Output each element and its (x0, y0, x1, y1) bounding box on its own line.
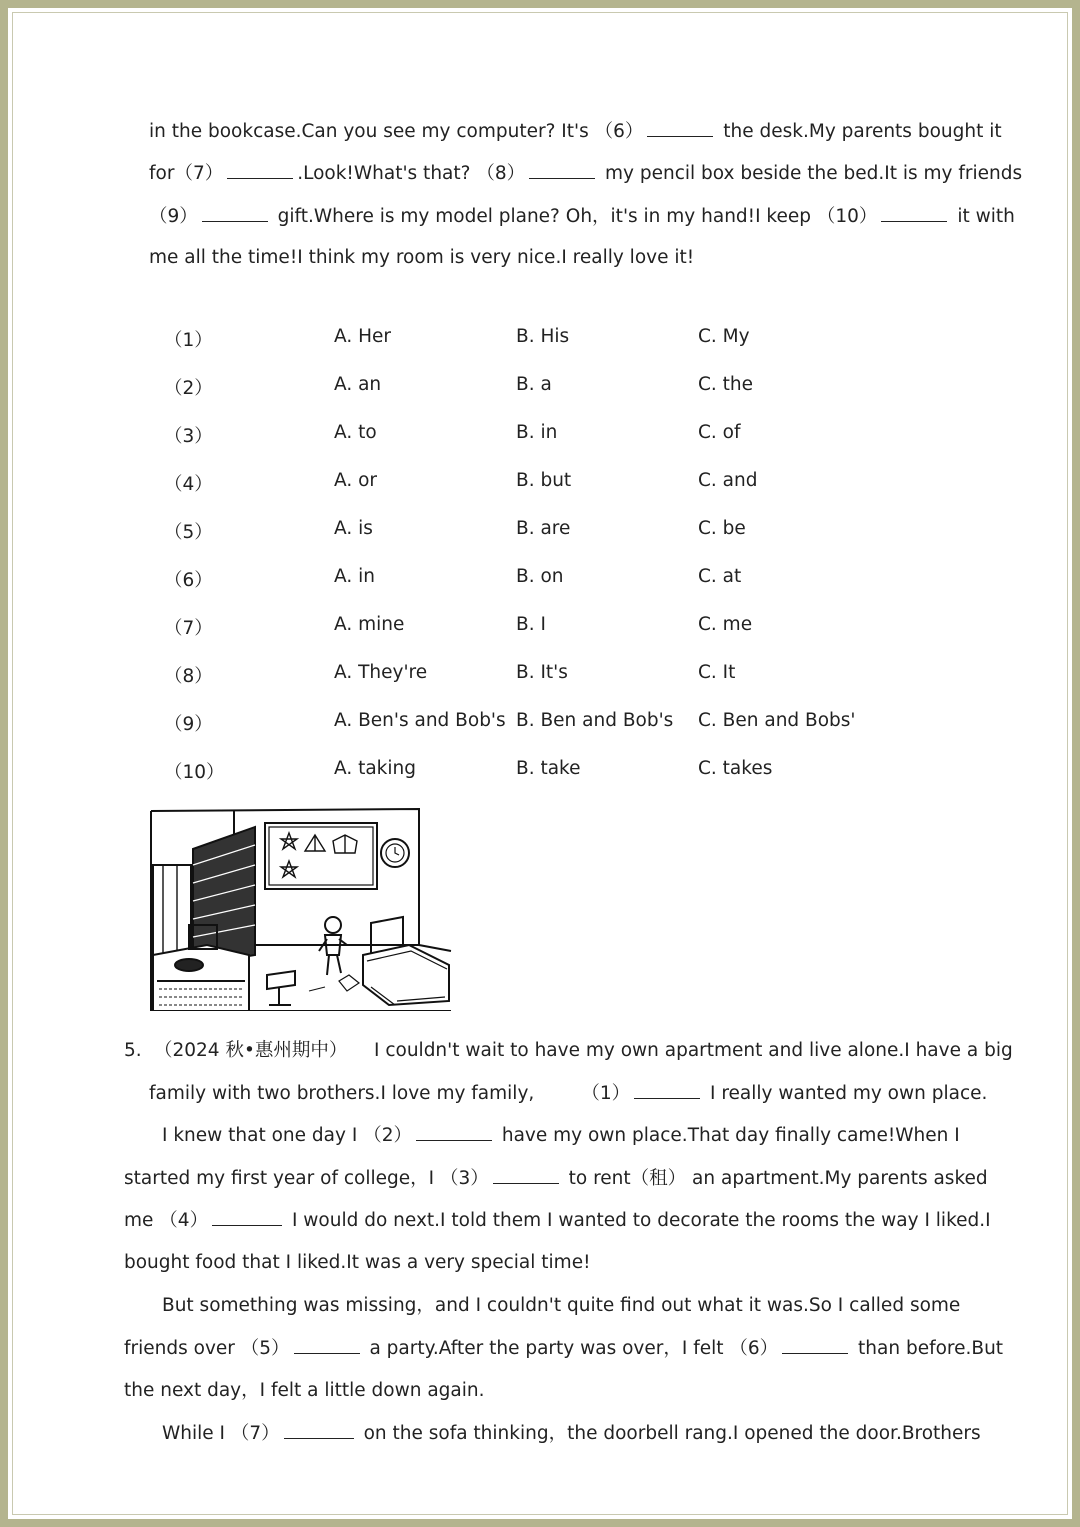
source-label: （2024 秋•惠州期中） (154, 1040, 348, 1061)
text: But something was missing，and I couldn't quite find out what it was.So I called some (162, 1295, 961, 1316)
answer-blank[interactable] (212, 1207, 282, 1226)
blank-number: （8） (476, 163, 526, 184)
q5-line-3 (162, 1115, 960, 1158)
text: on the sofa thinking，the doorbell rang.I opened the door.Brothers (363, 1423, 981, 1444)
question-number: （1） (164, 330, 213, 351)
text: I would do next.I told them I wanted to decorate the rooms the way I liked.I (291, 1210, 991, 1231)
room-illustration (149, 805, 453, 1011)
text: for（7） (149, 163, 224, 184)
option-row (8, 518, 1072, 548)
option-c[interactable]: C. of (698, 422, 741, 443)
q5-line-5 (124, 1200, 991, 1243)
option-row (8, 614, 1072, 644)
option-c[interactable]: C. me (698, 614, 753, 635)
option-row (8, 758, 1072, 788)
option-row (8, 374, 1072, 404)
option-c[interactable]: C. at (698, 566, 742, 587)
option-a[interactable]: A. taking (334, 758, 417, 779)
option-b[interactable]: B. on (516, 566, 564, 587)
answer-blank[interactable] (227, 160, 293, 179)
text: the desk.My parents bought it (723, 121, 1002, 142)
answer-blank[interactable] (416, 1122, 492, 1141)
q5-line-4 (124, 1158, 988, 1201)
option-a[interactable]: A. to (334, 422, 377, 443)
text: to rent（租） an apartment.My parents asked (568, 1168, 988, 1189)
answer-blank[interactable] (294, 1335, 360, 1354)
option-a[interactable]: A. is (334, 518, 373, 539)
blank-number: （5） (240, 1338, 290, 1359)
question-number: （8） (164, 666, 213, 687)
text: the next day，I felt a little down again. (124, 1380, 485, 1401)
text: I really wanted my own place. (710, 1083, 988, 1104)
q5-line-1 (374, 1030, 1013, 1073)
text: have my own place.That day finally came!When I (501, 1125, 960, 1146)
option-row (8, 422, 1072, 452)
option-a[interactable]: A. mine (334, 614, 405, 635)
blank-number: （6） (594, 121, 644, 142)
text: a party.After the party was over，I felt (369, 1338, 724, 1359)
text: it with (957, 206, 1015, 227)
option-c[interactable]: C. be (698, 518, 746, 539)
option-b[interactable]: B. are (516, 518, 571, 539)
blank-number: （4） (159, 1210, 209, 1231)
question-number: （10） (164, 762, 225, 783)
blank-number: （6） (729, 1338, 779, 1359)
passage-line-4 (149, 237, 957, 280)
passage-line-1 (149, 111, 1002, 154)
answer-blank[interactable] (782, 1335, 848, 1354)
passage-line-3 (149, 196, 1015, 239)
blank-number: （7） (230, 1423, 280, 1444)
q5-line-6 (124, 1242, 957, 1285)
text: my pencil box beside the bed.It is my friends (605, 163, 1023, 184)
blank-number: （9） (149, 206, 198, 227)
q5-line-2 (149, 1073, 988, 1116)
answer-blank[interactable] (647, 118, 713, 137)
option-b[interactable]: B. but (516, 470, 572, 491)
text: .Look!What's that? (297, 163, 471, 184)
option-b[interactable]: B. Ben and Bob's (516, 710, 674, 731)
question-number: （7） (164, 618, 213, 639)
question-number: （2） (164, 378, 213, 399)
option-c[interactable]: C. My (698, 326, 750, 347)
option-c[interactable]: C. the (698, 374, 754, 395)
text: than before.But (858, 1338, 1004, 1359)
q5-line-10 (162, 1413, 981, 1456)
question-number: （5） (164, 522, 213, 543)
text: me all the time!I think my room is very nice.I really love it! (149, 247, 695, 268)
q5-line-9 (124, 1370, 957, 1413)
question-source (154, 1030, 347, 1073)
question-number: （6） (164, 570, 213, 591)
option-b[interactable]: B. in (516, 422, 558, 443)
option-c[interactable]: C. and (698, 470, 758, 491)
text: family with two brothers.I love my family, (149, 1083, 535, 1104)
blank-number: （1） (581, 1083, 631, 1104)
answer-blank[interactable] (634, 1080, 700, 1099)
option-c[interactable]: C. It (698, 662, 736, 683)
text: me (124, 1210, 154, 1231)
option-row (8, 470, 1072, 500)
option-row (8, 326, 1072, 356)
option-a[interactable]: A. Her (334, 326, 391, 347)
text: started my first year of college，I (124, 1168, 435, 1189)
option-c[interactable]: C. takes (698, 758, 773, 779)
q5-line-7 (162, 1285, 961, 1328)
text: in the bookcase.Can you see my computer? It's (149, 121, 589, 142)
option-b[interactable]: B. I (516, 614, 546, 635)
option-a[interactable]: A. an (334, 374, 382, 395)
answer-blank[interactable] (881, 203, 947, 222)
answer-blank[interactable] (284, 1420, 354, 1439)
text: While I (162, 1423, 226, 1444)
option-b[interactable]: B. a (516, 374, 552, 395)
blank-number: （2） (363, 1125, 412, 1146)
option-b[interactable]: B. take (516, 758, 581, 779)
question-number: （4） (164, 474, 213, 495)
blank-number: （10） (816, 206, 878, 227)
q5-line-8 (124, 1328, 1004, 1371)
text: bought food that I liked.It was a very special time! (124, 1252, 591, 1273)
option-a[interactable]: A. They're (334, 662, 428, 683)
text: gift.Where is my model plane? Oh，it's in my hand!I keep (277, 206, 811, 227)
answer-blank[interactable] (529, 160, 595, 179)
text: friends over (124, 1338, 235, 1359)
option-b[interactable]: B. It's (516, 662, 568, 683)
text: I knew that one day I (162, 1125, 358, 1146)
option-b[interactable]: B. His (516, 326, 570, 347)
option-row (8, 662, 1072, 692)
question-number: 5. (124, 1040, 142, 1061)
option-row (8, 710, 1072, 740)
blank-number: （3） (439, 1168, 489, 1189)
answer-blank[interactable] (202, 203, 268, 222)
document-page (8, 8, 1072, 1519)
option-c[interactable]: C. Ben and Bobs' (698, 710, 856, 731)
question-5-number (124, 1030, 142, 1073)
passage-line-2 (149, 153, 1023, 196)
option-a[interactable]: A. in (334, 566, 375, 587)
option-row (8, 566, 1072, 596)
answer-blank[interactable] (493, 1165, 559, 1184)
question-number: （9） (164, 714, 213, 735)
option-a[interactable]: A. Ben's and Bob's (334, 710, 506, 731)
option-a[interactable]: A. or (334, 470, 378, 491)
text: I couldn't wait to have my own apartment and live alone.I have a big (374, 1040, 1013, 1061)
question-number: （3） (164, 426, 213, 447)
